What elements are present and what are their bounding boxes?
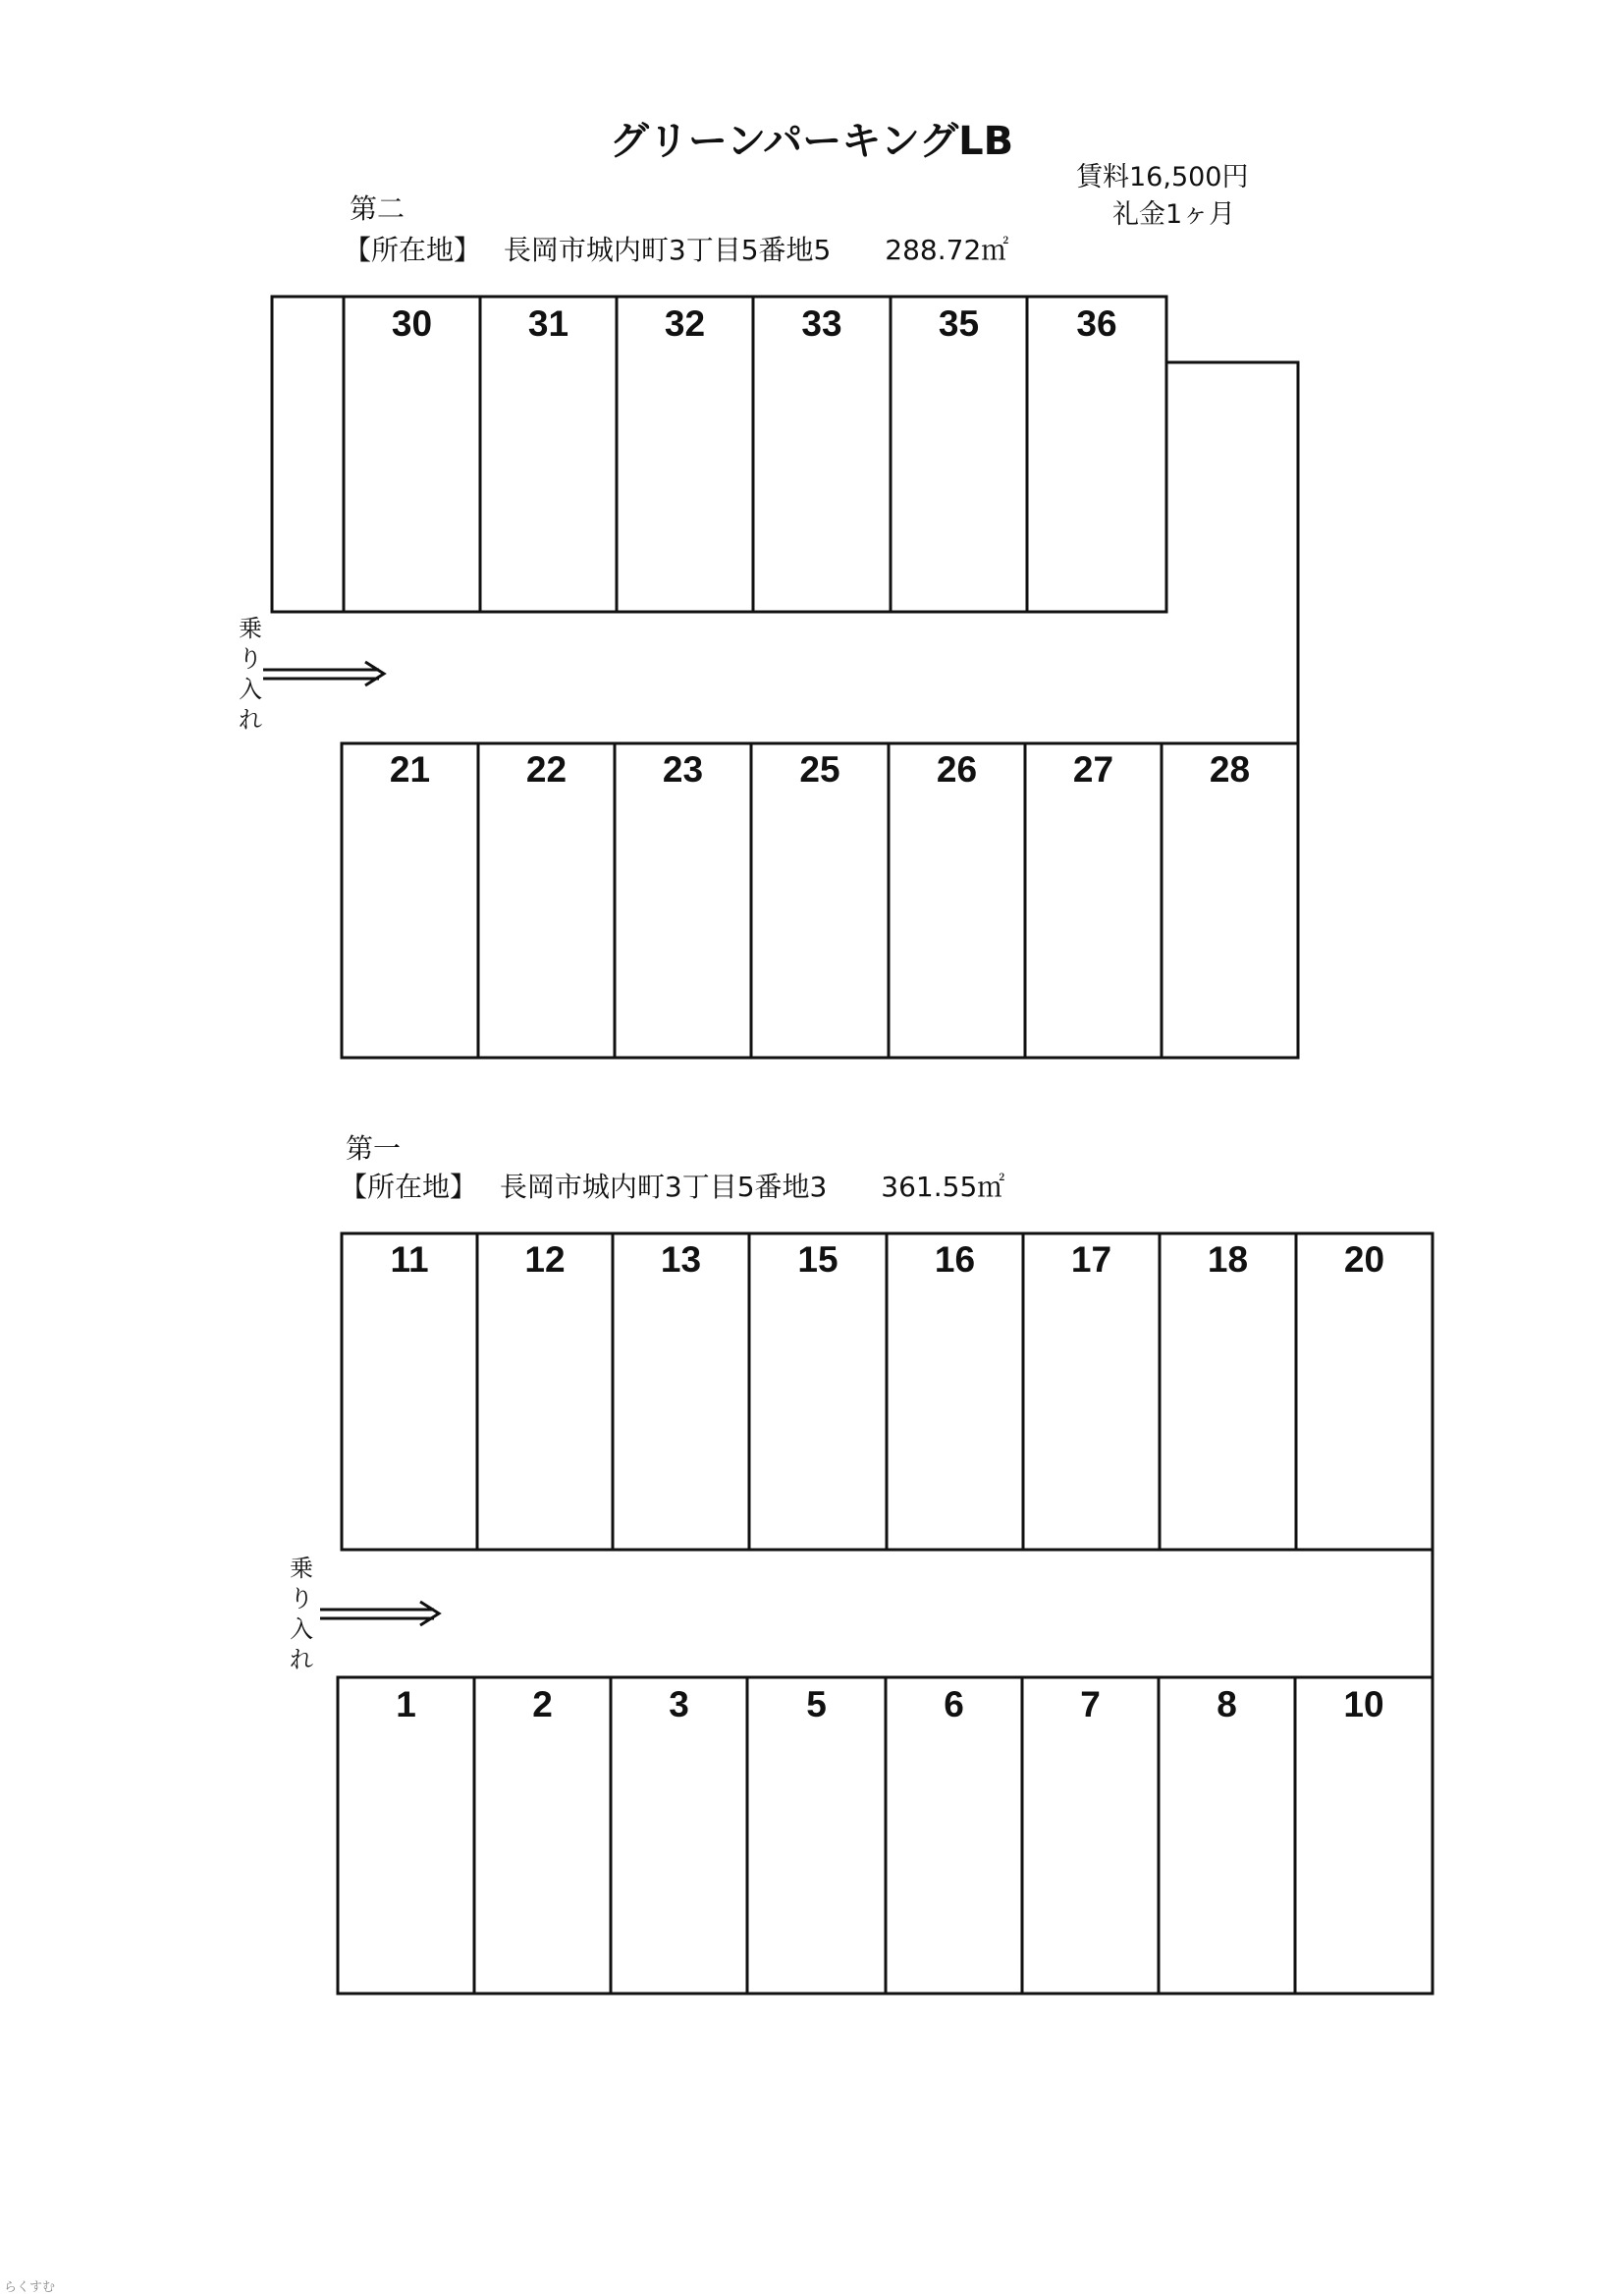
lot2-lane-boundary [1166,362,1298,743]
parking-space-33: 33 [801,303,842,344]
lot2-entrance-arrow [263,662,384,685]
parking-space-5: 5 [806,1684,827,1724]
parking-space-30: 30 [391,303,433,344]
lot1-layout [320,1233,1433,1994]
entrance-char: 入 [290,1615,313,1643]
parking-space-35: 35 [938,303,980,344]
footer-mark: らくすむ [4,2280,56,2295]
page-title: グリーンパーキングLB [609,119,1014,164]
lot1-area: 361.55㎡ [881,1171,1005,1203]
entrance-char: 乗 [239,615,262,642]
parking-space-32: 32 [664,303,706,344]
parking-space-18: 18 [1207,1239,1249,1280]
parking-space-36: 36 [1076,303,1117,344]
entrance-char: り [239,645,262,673]
parking-space-11: 11 [390,1239,429,1280]
entrance-char: 入 [239,676,262,703]
parking-space-31: 31 [527,303,569,344]
parking-space-15: 15 [797,1239,839,1280]
parking-space-12: 12 [524,1239,566,1280]
parking-space-13: 13 [660,1239,702,1280]
rent-label: 賃料16,500円 [1076,162,1249,192]
parking-space-21: 21 [389,749,431,790]
lot1-address: 長岡市城内町3丁目5番地3 [499,1171,828,1203]
key-money-label: 礼金1ヶ月 [1112,199,1236,230]
parking-space-26: 26 [936,749,978,790]
lot2-name: 第二 [350,192,406,225]
entrance-char: 乗 [290,1555,313,1582]
entrance-char: れ [290,1646,313,1673]
lot2-layout [263,297,1298,1058]
parking-space-6: 6 [944,1684,964,1724]
lot1-name: 第一 [346,1132,402,1165]
parking-space-25: 25 [799,749,840,790]
entrance-char: れ [239,706,262,734]
parking-space-8: 8 [1217,1684,1237,1724]
lot1-entrance-arrow [320,1602,439,1625]
parking-space-16: 16 [934,1239,976,1280]
parking-space-27: 27 [1072,749,1114,790]
parking-space-23: 23 [662,749,704,790]
parking-space-10: 10 [1343,1684,1384,1724]
lot2-bottom-row-frame [342,743,1298,1058]
parking-space-7: 7 [1080,1684,1101,1724]
lot1-location-label: 【所在地】 [340,1171,478,1203]
parking-space-2: 2 [532,1684,553,1724]
lot2-area: 288.72㎡ [885,234,1009,266]
parking-space-22: 22 [525,749,568,790]
parking-space-1: 1 [396,1684,416,1724]
entrance-char: り [290,1585,313,1613]
parking-space-17: 17 [1070,1239,1112,1280]
lot2-top-row-frame [272,297,1166,612]
parking-space-28: 28 [1209,749,1251,790]
lot2-address: 長岡市城内町3丁目5番地5 [503,234,832,266]
parking-space-3: 3 [669,1684,689,1724]
parking-space-20: 20 [1343,1239,1385,1280]
lot2-location-label: 【所在地】 [344,234,482,266]
